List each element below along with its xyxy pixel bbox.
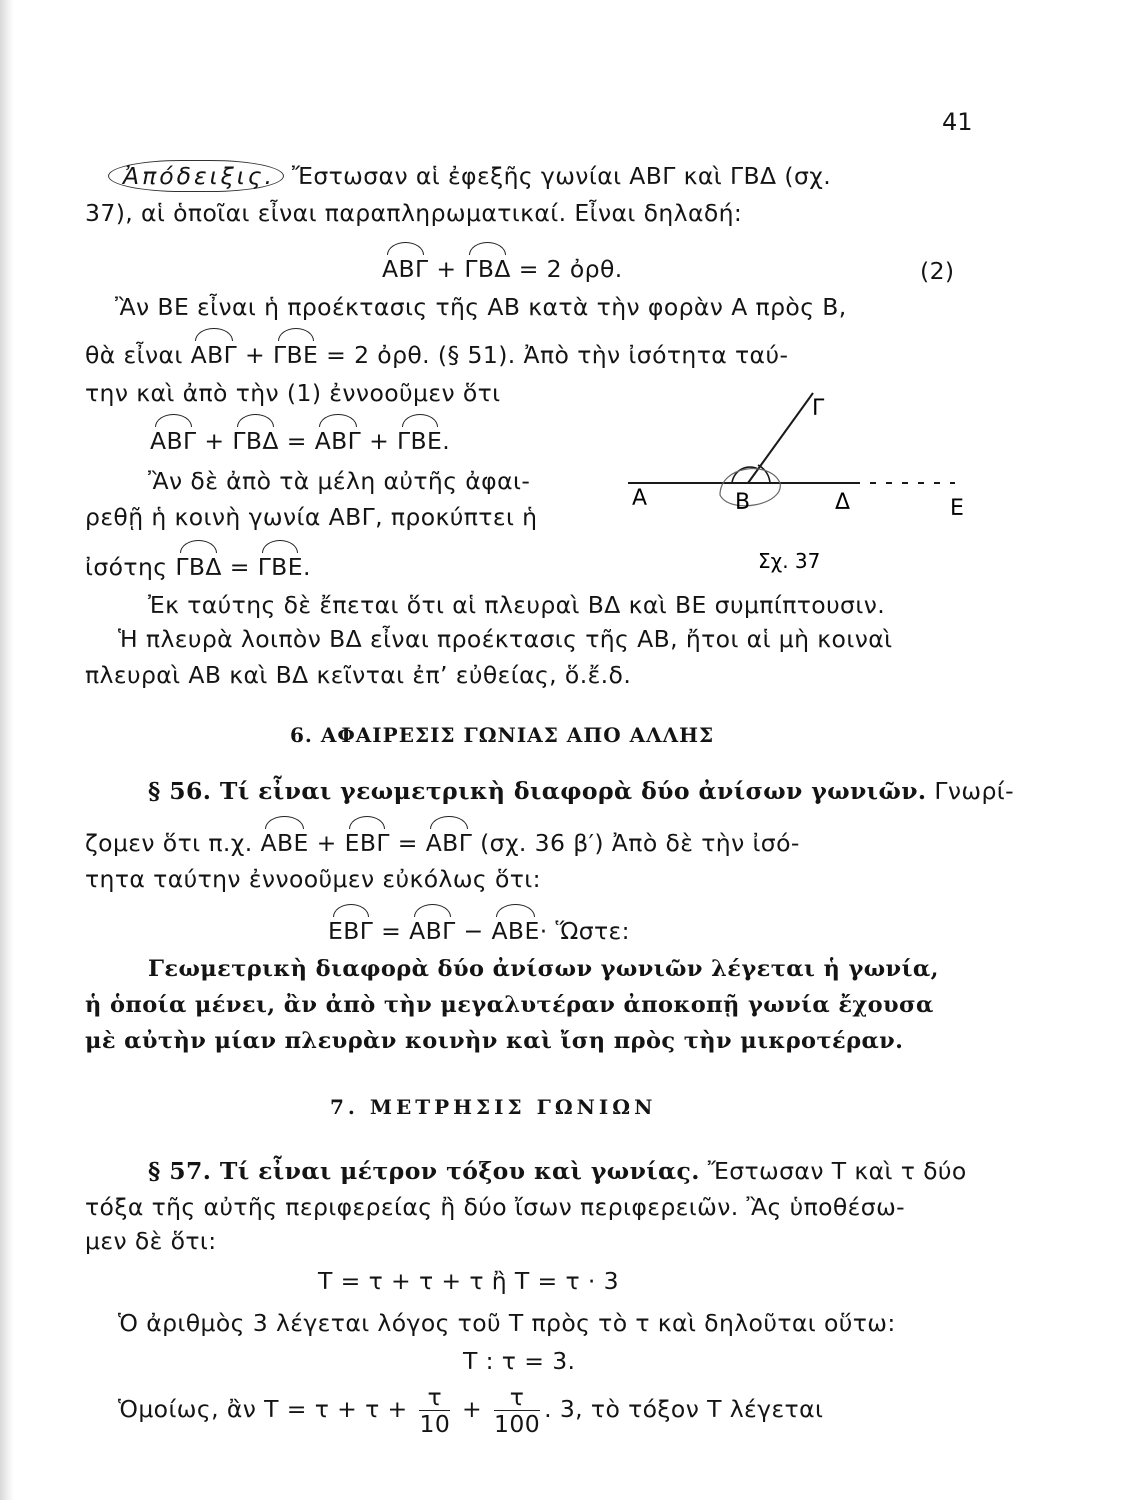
ray-bg [748,393,813,483]
angle-gbd: ΓΒΔ [175,553,222,581]
section-57-line-5-pre: Ὁμοίως, ἂν Τ = τ + τ + [118,1395,408,1423]
section-56-line-2-post: (σχ. 36 β′) Ἀπὸ δὲ τὴν ἰσό- [480,829,800,857]
plus-sign: + [369,427,390,455]
fraction-numerator: τ [419,1384,450,1411]
angle-gbd: ΓΒΔ [464,255,511,283]
proof-line-5: την καὶ ἀπὸ τὴν (1) ἐννοοῦμεν ὅτι [85,379,501,407]
equation-2 [382,254,623,284]
figure-37 [620,385,980,600]
proof-line-4 [85,340,788,370]
section-57-line-5 [118,1384,823,1437]
angle-gbd: ΓΒΔ [232,427,279,455]
proof-line-3: Ἂν ΒΕ εἶναι ἡ προέκτασις τῆς ΑΒ κατὰ τὴν φορὰν Α πρὸς Β, [115,293,847,321]
definition-line-2: ἡ ὁποία μένει, ἂν ἀπὸ τὴν μεγαλυτέραν ἀποκοπῇ γωνία ἔχουσα [85,992,934,1018]
label-a: Α [632,486,648,511]
proof-line-8 [85,552,311,582]
proof-line-1 [108,160,831,192]
period: . [302,553,311,581]
section-57-line-4: Ὁ ἀριθμὸς 3 λέγεται λόγος τοῦ Τ πρὸς τὸ τ καὶ δηλοῦται οὕτω: [118,1309,896,1337]
proof-line-8-pre: ἰσότης [85,553,168,581]
label-d: Δ [835,490,851,515]
proof-line-4-post: = 2 ὀρθ. (§ 51). Ἀπὸ τὴν ἰσότητα ταύ- [326,341,789,369]
section-57-label: § 57. Τί εἶναι μέτρον τόξου καὶ γωνίας. [148,1157,700,1185]
label-e: Ε [950,496,964,521]
equals-sign: = [397,829,418,857]
proof-line-7: ρεθῇ ἡ κοινὴ γωνία ΑΒΓ, προκύπτει ἡ [85,503,538,531]
equals-sign: = [286,427,307,455]
angle-abg: ΑΒΓ [382,255,429,283]
angle-abe: ΑΒΕ [491,917,540,945]
figure-caption: Σχ. 37 [758,549,821,573]
angle-gbe: ΓΒΕ [257,553,303,581]
section-56-equation [328,916,630,946]
angle-abg: ΑΒΓ [314,427,362,455]
section-56-equation-post: · Ὥστε: [539,917,630,945]
equation-3 [150,426,450,456]
section-57-line-2: τόξα τῆς αὐτῆς περιφερείας ἢ δύο ἴσων περιφερειῶν. Ἂς ὑποθέσω- [85,1193,906,1221]
equation-2-rest: = 2 ὀρθ. [518,255,623,283]
plus-sign: + [204,427,225,455]
proof-line-2: 37), αἱ ὁποῖαι εἶναι παραπληρωματικαί. Εἶναι δηλαδή: [85,199,743,227]
angle-gbe: ΓΒΕ [397,427,443,455]
angle-abg: ΑΒΓ [425,829,473,857]
angle-abe: ΑΒΕ [260,829,309,857]
section-6-heading: 6. ΑΦΑΙΡΕΣΙΣ ΓΩΝΙΑΣ ΑΠΟ ΑΛΛΗΣ [290,723,715,747]
period: . [442,427,451,455]
plus-sign: + [316,829,337,857]
section-56-line-3: τητα ταύτην ἐννοοῦμεν εὐκόλως ὅτι: [85,865,541,893]
proof-line-11: πλευραὶ ΑΒ καὶ ΒΔ κεῖνται ἐπ’ εὐθείας, ὅ.ἔ.δ. [85,661,632,689]
angle-ebg: ΕΒΓ [328,917,374,945]
fraction-denominator: 10 [419,1410,451,1438]
angle-gbe: ΓΒΕ [272,341,319,369]
section-57-line-3: μεν δὲ ὅτι: [85,1227,217,1255]
label-b: Β [735,490,751,515]
fraction-numerator: τ [494,1384,540,1411]
fraction-denominator: 100 [494,1410,541,1438]
proof-label: Ἀπόδειξις. [108,160,284,192]
section-57-line-1 [148,1156,967,1186]
definition-line-3: μὲ αὐτὴν μίαν πλευρὰν κοινὴν καὶ ἴση πρὸς τὴν μικροτέραν. [85,1028,904,1054]
section-56-line-2 [85,828,800,858]
section-56-label: § 56. Τί εἶναι γεωμετρικὴ διαφορὰ δύο ἀνίσων γωνιῶν. [148,777,927,805]
section-57-line-5-post: . 3, τὸ τόξον Τ λέγεται [544,1395,824,1423]
section-57-line-1-rest: Ἔστωσαν Τ καὶ τ δύο [707,1157,967,1185]
angle-abg: ΑΒΓ [409,917,456,945]
definition-line-1: Γεωμετρικὴ διαφορὰ δύο ἀνίσων γωνιῶν λέγεται ἡ γωνία, [148,956,939,982]
equals-sign: = [381,917,402,945]
binding-shadow [0,0,14,1500]
plus-sign: + [436,255,457,283]
section-7-heading: 7. ΜΕΤΡΗΣΙΣ ΓΩΝΙΩΝ [330,1095,657,1119]
proof-line-6: Ἂν δὲ ἀπὸ τὰ μέλη αὐτῆς ἀφαι- [148,467,531,495]
proof-line-1-text: Ἔστωσαν αἱ ἐφεξῆς γωνίαι ΑΒΓ καὶ ΓΒΔ (σχ. [291,162,832,190]
angle-ebg: ΕΒΓ [344,829,390,857]
proof-line-4-pre: θὰ εἶναι [85,341,183,369]
minus-sign: − [463,917,484,945]
angle-abg: ΑΒΓ [190,341,238,369]
fraction-tau-10 [419,1384,450,1437]
page-number: 41 [942,108,973,136]
section-56-line-1-rest: Γνωρί- [934,777,1015,805]
fraction-tau-100 [494,1384,540,1437]
equals-sign: = [229,553,250,581]
plus-sign: + [245,341,266,369]
proof-line-10: Ἡ πλευρὰ λοιπὸν ΒΔ εἶναι προέκτασις τῆς ΑΒ, ἤτοι αἱ μὴ κοιναὶ [118,625,893,653]
section-57-equation-1: Τ = τ + τ + τ ἢ Τ = τ · 3 [318,1267,620,1295]
label-g: Γ [812,396,825,421]
pencil-circle [720,469,780,506]
plus-sign: + [462,1395,483,1423]
section-56-line-1 [148,776,1014,806]
section-57-equation-2: Τ : τ = 3. [463,1347,576,1375]
proof-line-9: Ἐκ ταύτης δὲ ἔπεται ὅτι αἱ πλευραὶ ΒΔ καὶ ΒΕ συμπίπτουσιν. [148,591,886,619]
angle-abg: ΑΒΓ [150,427,197,455]
equation-2-tag: (2) [920,257,955,285]
section-56-line-2-pre: ζομεν ὅτι π.χ. [85,829,253,857]
